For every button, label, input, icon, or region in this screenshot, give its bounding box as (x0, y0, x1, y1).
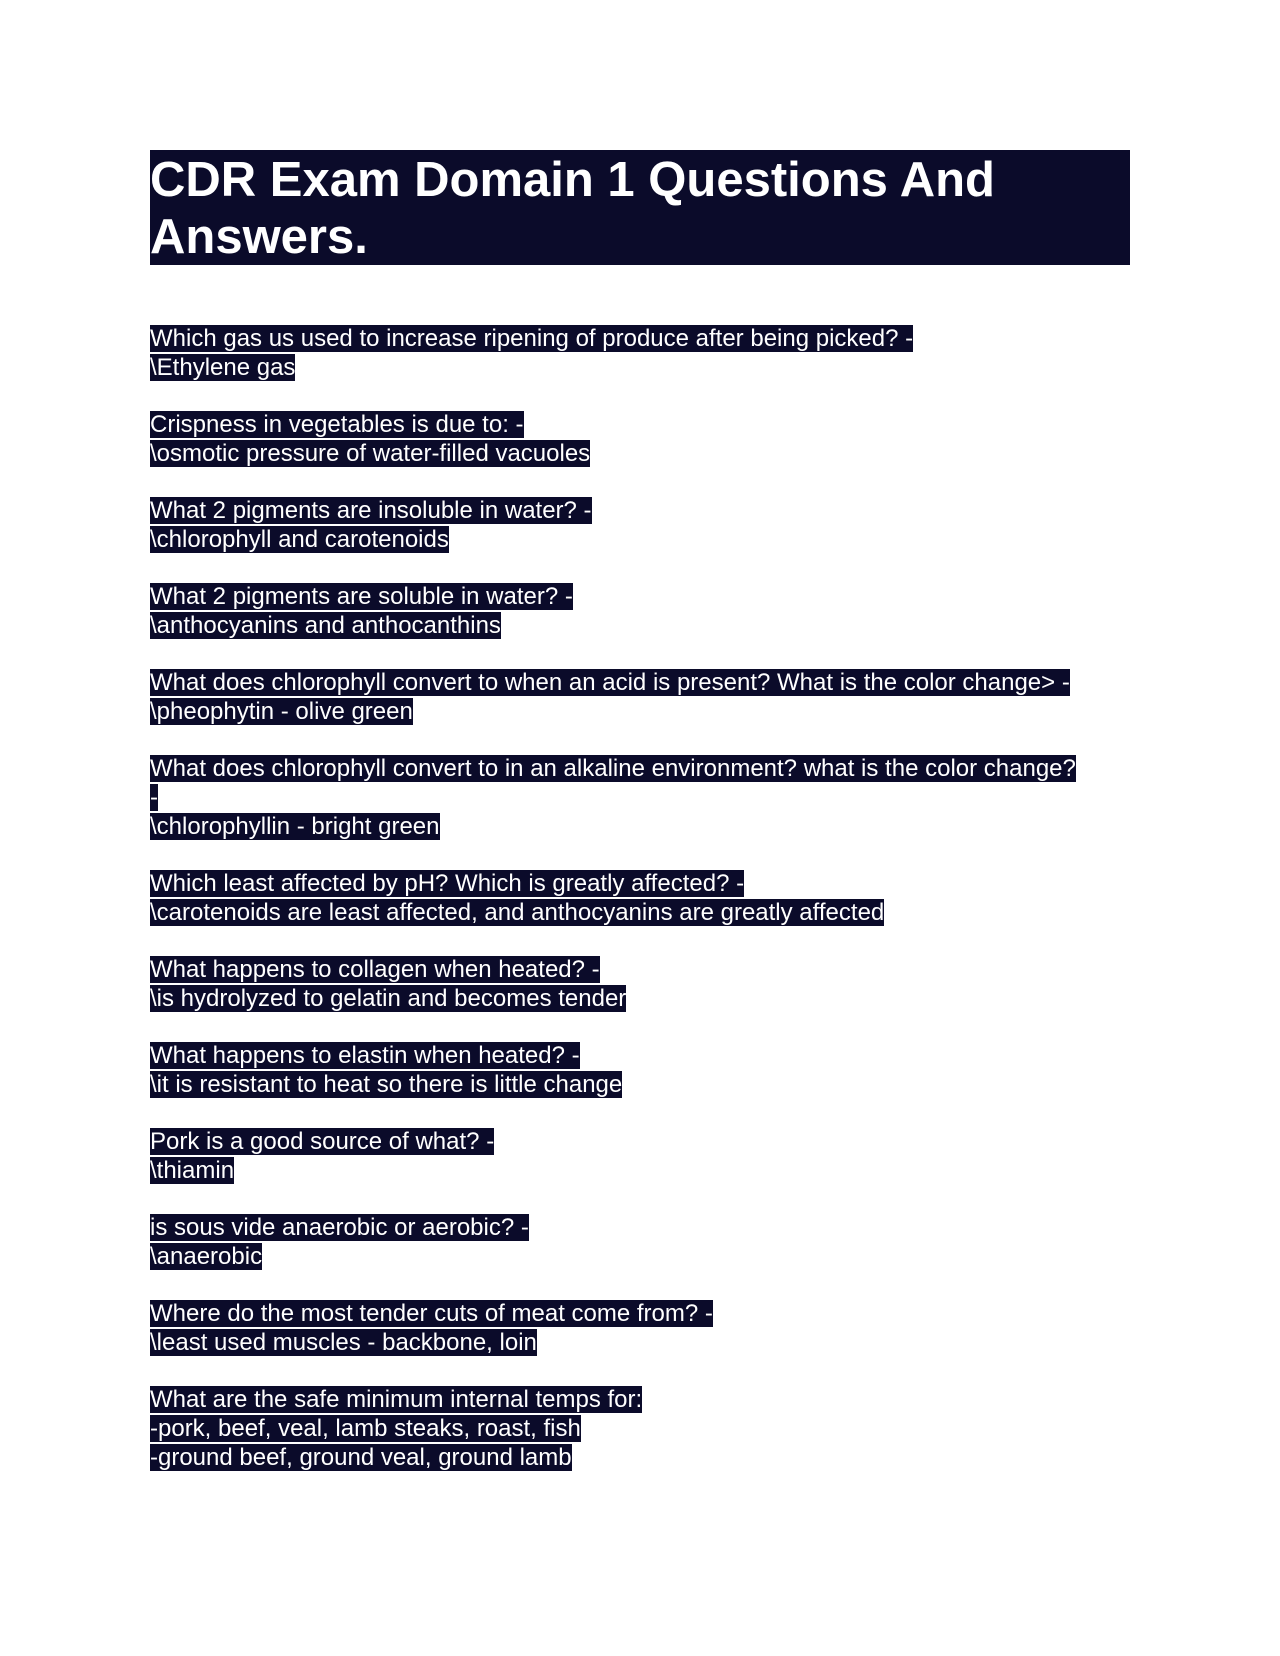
qa-question-line: -pork, beef, veal, lamb steaks, roast, fish (150, 1415, 581, 1442)
qa-answer-line: \chlorophyllin - bright green (150, 813, 440, 840)
qa-item (150, 1127, 1130, 1185)
qa-item (150, 869, 1130, 927)
document-page (150, 150, 1130, 1500)
qa-item (150, 754, 1130, 841)
qa-question-line: Where do the most tender cuts of meat come from? - (150, 1300, 713, 1327)
qa-question-line: is sous vide anaerobic or aerobic? - (150, 1214, 529, 1241)
qa-item (150, 1041, 1130, 1099)
qa-question-line: What 2 pigments are soluble in water? - (150, 583, 573, 610)
qa-answer-line: \anaerobic (150, 1243, 263, 1270)
qa-item (150, 496, 1130, 554)
qa-question-line: - (150, 784, 158, 811)
qa-question-line: Which gas us used to increase ripening of produce after being picked? - (150, 325, 914, 352)
qa-question-line: Pork is a good source of what? - (150, 1128, 495, 1155)
qa-question-line: What does chlorophyll convert to when an acid is present? What is the color change> - (150, 669, 1070, 696)
qa-item (150, 324, 1130, 382)
qa-item (150, 955, 1130, 1013)
qa-question-line: What 2 pigments are insoluble in water? - (150, 497, 592, 524)
qa-question-line: What happens to elastin when heated? - (150, 1042, 580, 1069)
qa-answer-line: \carotenoids are least affected, and anthocyanins are greatly affected (150, 899, 885, 926)
qa-answer-line: \anthocyanins and anthocanthins (150, 612, 501, 639)
qa-item (150, 1299, 1130, 1357)
qa-item (150, 1385, 1130, 1472)
qa-item (150, 410, 1130, 468)
qa-answer-line: \is hydrolyzed to gelatin and becomes tender (150, 985, 627, 1012)
qa-question-line: Which least affected by pH? Which is greatly affected? - (150, 870, 745, 897)
qa-answer-line: \Ethylene gas (150, 354, 296, 381)
qa-answer-line: \pheophytin - olive green (150, 698, 413, 725)
qa-answer-line: \chlorophyll and carotenoids (150, 526, 449, 553)
qa-question-line: Crispness in vegetables is due to: - (150, 411, 524, 438)
qa-answer-line: \osmotic pressure of water-filled vacuoles (150, 440, 591, 467)
title-banner (150, 150, 1130, 265)
qa-item (150, 582, 1130, 640)
document-title: CDR Exam Domain 1 Questions And Answers. (150, 153, 995, 264)
qa-answer-line: \thiamin (150, 1157, 235, 1184)
qa-item (150, 1213, 1130, 1271)
qa-question-line: -ground beef, ground veal, ground lamb (150, 1444, 572, 1471)
qa-answer-line: \it is resistant to heat so there is little change (150, 1071, 623, 1098)
qa-question-line: What happens to collagen when heated? - (150, 956, 600, 983)
qa-item (150, 668, 1130, 726)
qa-question-line: What are the safe minimum internal temps for: (150, 1386, 643, 1413)
qa-list (150, 324, 1130, 1472)
qa-question-line: What does chlorophyll convert to in an alkaline environment? what is the color change? (150, 755, 1076, 782)
qa-answer-line: \least used muscles - backbone, loin (150, 1329, 537, 1356)
